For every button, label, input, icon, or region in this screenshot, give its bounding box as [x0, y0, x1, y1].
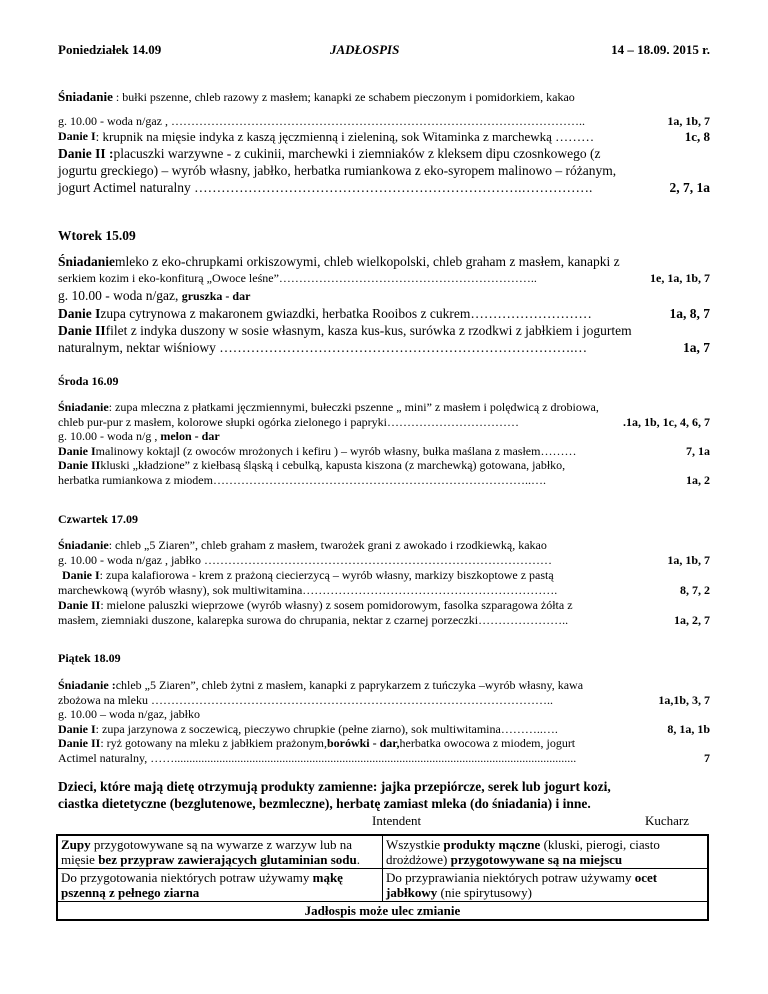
tuesday-breakfast: Śniadanie mleko z eko-chrupkami orkiszowymi, chleb wielkopolski, chleb graham z masłem, kanapki z — [58, 254, 620, 269]
header-dates: 14 – 18.09. 2015 r. — [611, 42, 710, 57]
footer-soups: Zupy przygotowywane są na wywarze z warzyw lub na mięsie bez przypraw zawierających glutaminian sodu. — [58, 836, 383, 869]
wednesday-lunch2-allergens: 1a, 2 — [686, 472, 710, 487]
thursday-lunch1-allergens: 8, 7, 2 — [680, 583, 710, 597]
friday-lunch1-allergens: 8, 1a, 1b — [667, 721, 710, 736]
monday-lunch1-allergens: 1c, 8 — [684, 129, 710, 144]
wednesday-breakfast-allergens: .1a, 1b, 1c, 4, 6, 7 — [623, 414, 710, 429]
tuesday-lunch2-label: Danie II — [58, 323, 106, 338]
friday-lunch2-allergens: 7 — [704, 750, 710, 765]
tuesday-lunch1-label: Danie I — [58, 306, 101, 321]
wednesday-breakfast-label: Śniadanie — [58, 400, 109, 414]
footer-info-box — [56, 834, 709, 921]
monday-snack: g. 10.00 - woda n/gaz , ………………………………………………………………………………………….. 1a, 1b, 7 — [58, 114, 710, 128]
friday-block: Śniadanie : chleb „5 Ziaren”, chleb żytni z masłem, kanapki z paprykarzem z tuńczyka –wyrób własny, kawa zbożowa na mleku ……………………………………………………………………………………….. 1a,1b, 3, 7 g. 10.00 – woda n/gaz, jabłko Danie I : zupa jarzynowa z soczewicą, pieczywo chrupkie (pełne ziarno), sok multiwitamina………..…. 8, 1a, 1b Danie II : ryż gotowany na mleku z jabłkiem prażonym, borówki - dar, herbatka owocowa z miodem, jogurt Actimel naturalny, ……...................................................................................................................................... 7 — [58, 678, 710, 765]
footer-vinegar: Do przyprawiania niektórych potraw używamy ocet jabłkowy (nie spirytusowy) — [383, 869, 708, 902]
wednesday-lunch1-label: Danie I — [58, 443, 96, 458]
monday-lunch2-allergens: 2, 7, 1a — [669, 180, 710, 195]
friday-heading: Piątek 18.09 — [58, 651, 121, 665]
monday-snack-allergens: 1a, 1b, 7 — [667, 114, 710, 128]
header-day: Poniedziałek 14.09 — [58, 42, 162, 57]
tuesday-breakfast-allergens: 1e, 1a, 1b, 7 — [650, 271, 710, 285]
monday-lunch1-label: Danie I — [58, 129, 96, 143]
wednesday-block: Śniadanie : zupa mleczna z płatkami jęczmiennymi, bułeczki pszenne „ mini” z masłem i polędwicą z drobiowa, chleb pur-pur z masłem, kolorowe słupki ogórka zielonego i papryki…………………………… .1a, 1b, 1c, 4, 6, 7 g. 10.00 - woda n/g , melon - dar Danie I malinowy koktajl (z owoców mrożonych i kefiru ) – wyrób własny, bułka maślana z masłem……… 7, 1a Danie II kluski „kładzione” z kiełbasą śląską i cebulką, kapusta kiszona (z marchewką) gotowana, jabłko, herbatka rumiankowa z miodem……………………………………………………………………..…. 1a, 2 — [58, 400, 710, 487]
thursday-snack-allergens: 1a, 1b, 7 — [667, 553, 710, 567]
tuesday-heading: Wtorek 15.09 — [58, 228, 136, 243]
diet-note: Dzieci, które mają dietę otrzymują produkty zamienne: jajka przepiórcze, serek lub jogurt kozi, ciastka dietetyczne (bezglutenowe, bezmleczne), herbatę zamiast mleka (do śniadania) i inne. — [58, 779, 611, 811]
wednesday-lunch1-allergens: 7, 1a — [686, 443, 710, 458]
wednesday-lunch2-label: Danie II — [58, 458, 101, 472]
friday-lunch2-label: Danie II — [58, 736, 101, 750]
footer-wholemeal: Do przygotowania niektórych potraw używamy mąkę pszenną z pełnego ziarna — [58, 869, 383, 902]
wednesday-heading: Środa 16.09 — [58, 374, 119, 388]
tuesday-lunch2-allergens: 1a, 7 — [683, 340, 710, 355]
header-title: JADŁOSPIS — [330, 42, 400, 57]
thursday-heading: Czwartek 17.09 — [58, 512, 138, 526]
footer-change-note: Jadłospis może ulec zmianie — [58, 902, 708, 920]
thursday-lunch2-label: Danie II — [58, 598, 101, 612]
thursday-breakfast-label: Śniadanie — [58, 538, 109, 552]
footer-flour-products: Wszystkie produkty mączne (kluski, pierogi, ciasto drożdżowe) przygotowywane są na miejscu — [383, 836, 708, 869]
monday-lunch1: Danie I : krupnik na mięsie indyka z kaszą jęczmienną i zieleniną, sok Witaminka z marchewką ……… 1c, 8 — [58, 129, 710, 144]
monday-lunch2-label: Danie II : — [58, 146, 114, 161]
tuesday-block: g. 10.00 - woda n/gaz, gruszka - dar Danie I zupa cytrynowa z makaronem gwiazdki, herbatka Rooibos z cukrem……………………… 1a, 8, 7 Danie II filet z indyka duszony w sosie własnym, kasza kus-kus, surówka z rzodkwi z jabłkiem i jogurtem naturalnym, nektar wiśniowy …………………………………………………………………….… 1a, 7 — [58, 288, 710, 355]
friday-breakfast-allergens: 1a,1b, 3, 7 — [658, 692, 710, 707]
monday-breakfast-label: Śniadanie — [58, 89, 113, 104]
friday-lunch1-label: Danie I — [58, 721, 96, 736]
cook-signature: Kucharz — [645, 813, 690, 828]
tuesday-breakfast-cont: serkiem kozim i eko-konfiturą „Owoce leśne”……………………………………………………….. 1e, 1a, 1b, 7 — [58, 271, 710, 285]
monday-lunch2: Danie II : placuszki warzywne - z cukinii, marchewki i ziemniaków z kleksem dipu czosnkowego (z jogurtu greckiego) – wyrób własny, jabłko, herbatka rumiankowa z eko-syropem malinowo – różanym, jogurt Actimel naturalny ……………………………………………………………….……………. 2, 7, 1a — [58, 146, 710, 195]
thursday-block: Śniadanie : chleb „5 Ziaren”, chleb graham z masłem, twarożek grani z awokado i rzodkiewką, kakao g. 10.00 - woda n/gaz , jabłko …………………………………………………………………………… 1a, 1b, 7 Danie I : zupa kalafiorowa - krem z prażoną ciecierzycą – wyrób własny, markizy biszkoptowe z pastą marchewkową (wyrób własny), sok multiwitamina………………………………………………………. 8, 7, 2 Danie II : mielone paluszki wieprzowe (wyrób własny) z sosem pomidorowym, fasolka szparagowa żółta z masłem, ziemniaki duszone, kalarepka surowa do chrupania, nektar z czarnej porzeczki………………….. 1a, 2, 7 — [58, 538, 710, 627]
intendent-signature: Intendent — [372, 813, 422, 828]
tuesday-lunch1-allergens: 1a, 8, 7 — [669, 306, 710, 321]
thursday-lunch1-label: Danie I — [62, 568, 100, 582]
tuesday-breakfast-label: Śniadanie — [58, 254, 116, 269]
thursday-lunch2-allergens: 1a, 2, 7 — [674, 613, 710, 627]
friday-breakfast-label: Śniadanie : — [58, 678, 116, 692]
monday-breakfast: Śniadanie : bułki pszenne, chleb razowy z masłem; kanapki ze schabem pieczonym i pomidorkiem, kakao — [58, 89, 575, 104]
